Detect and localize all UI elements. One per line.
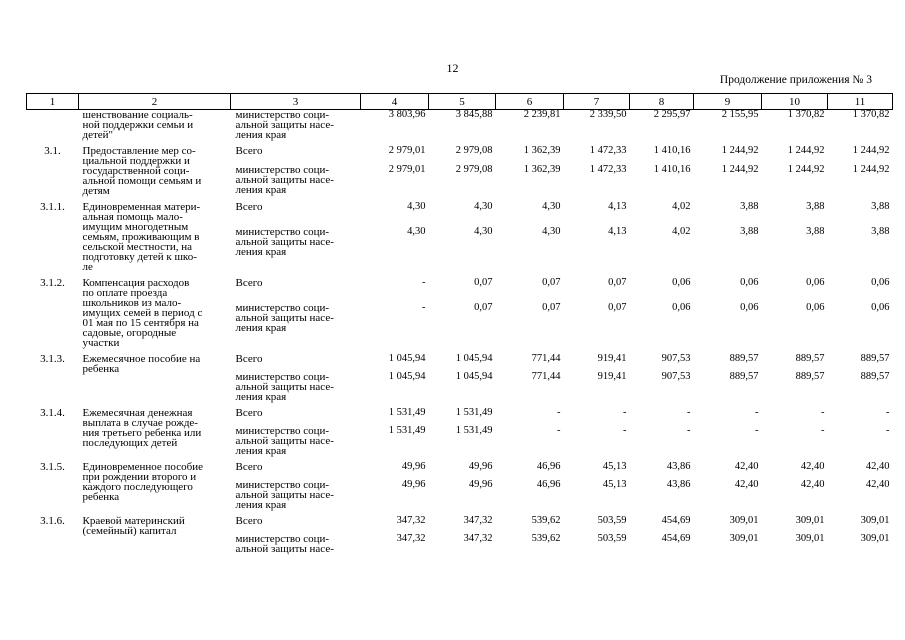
column-header-6: 6 <box>496 94 564 110</box>
amount-cell: 0,07 <box>542 277 561 288</box>
amount-cell: 0,06 <box>672 301 691 313</box>
amount-cell: 1 410,16 <box>653 163 691 175</box>
amount-cell: 347,32 <box>396 533 426 544</box>
amount-cell: - <box>755 425 759 436</box>
amount-cell: 4,30 <box>407 225 426 237</box>
amount-cell: 1 531,49 <box>388 407 426 418</box>
amount-cell: 1 244,92 <box>852 145 890 156</box>
amount-cell: 1 045,94 <box>388 371 426 382</box>
amount-cell: 1 244,92 <box>852 163 890 175</box>
amount-cell: - <box>821 407 825 418</box>
amount-cell: 503,59 <box>597 533 627 544</box>
amount-cell: - <box>886 425 890 436</box>
amount-cell: 3,88 <box>806 225 825 237</box>
amount-cell: 309,01 <box>729 533 759 544</box>
amount-cell: 4,30 <box>542 201 561 212</box>
measure-name: Краевой материнский (семейный) капитал <box>82 515 185 537</box>
amount-cell: 3,88 <box>871 201 890 212</box>
amount-cell: 1 370,82 <box>787 109 825 120</box>
amount-cell: 0,07 <box>608 277 627 288</box>
table-row <box>27 110 893 141</box>
responsible-executor: министерство соци- альной защиты насе- ления края <box>235 479 334 511</box>
responsible-executor: Всего <box>235 145 263 157</box>
column-header-10: 10 <box>762 94 828 110</box>
measure-name: Ежемесячная денежная выплата в случае рожде- ния третьего ребенка или последующих детей <box>82 407 202 449</box>
amount-cell: 49,96 <box>401 479 426 490</box>
table-row <box>27 196 893 219</box>
amount-cell: 1 244,92 <box>787 163 825 175</box>
amount-cell: 2 979,08 <box>455 145 493 156</box>
column-header-3: 3 <box>231 94 361 110</box>
amount-cell: 46,96 <box>536 461 561 472</box>
amount-cell: 2 155,95 <box>721 109 759 120</box>
column-header-8: 8 <box>630 94 694 110</box>
amount-cell: - <box>886 407 890 418</box>
row-number <box>27 110 79 141</box>
responsible-executor: Всего <box>235 407 263 419</box>
amount-cell: 0,06 <box>871 277 890 288</box>
amount-cell: 3 803,96 <box>388 109 426 120</box>
amount-cell: 4,30 <box>474 225 493 237</box>
row-number: 3.1.2. <box>40 277 65 289</box>
amount-cell: 0,07 <box>542 301 561 313</box>
amount-cell: - <box>557 407 561 418</box>
amount-cell: 0,07 <box>608 301 627 313</box>
amount-cell: 889,57 <box>729 353 759 364</box>
row-number: 3.1.6. <box>40 515 65 527</box>
amount-cell: 42,40 <box>800 479 825 490</box>
amount-cell: 1 472,33 <box>589 145 627 156</box>
amount-cell: 1 362,39 <box>523 145 561 156</box>
amount-cell: 1 531,49 <box>388 425 426 436</box>
amount-cell: 347,32 <box>396 515 426 526</box>
amount-cell: 309,01 <box>795 533 825 544</box>
amount-cell: 889,57 <box>795 353 825 364</box>
amount-cell: 503,59 <box>597 515 627 526</box>
amount-cell: 771,44 <box>531 371 561 382</box>
amount-cell: 0,07 <box>474 301 493 313</box>
column-header-7: 7 <box>564 94 630 110</box>
amount-cell: - <box>687 425 691 436</box>
measure-name: Единовременная матери- альная помощь мало- имущим многодетным семьям, проживающим в сельской местности, на подготовку детей к шко- ле <box>82 201 201 273</box>
amount-cell: 539,62 <box>531 515 561 526</box>
amount-cell: 2 979,08 <box>455 163 493 175</box>
amount-cell: 4,02 <box>672 201 691 212</box>
amount-cell: 1 370,82 <box>852 109 890 120</box>
amount-cell: 4,30 <box>474 201 493 212</box>
amount-cell: 43,86 <box>666 461 691 472</box>
table-row <box>27 402 893 418</box>
row-number: 3.1.3. <box>40 353 65 365</box>
amount-cell: - <box>422 301 426 313</box>
amount-cell: 347,32 <box>463 533 493 544</box>
amount-cell: 3 845,88 <box>455 109 493 120</box>
amount-cell: 539,62 <box>531 533 561 544</box>
amount-cell: 309,01 <box>795 515 825 526</box>
amount-cell: 0,06 <box>740 301 759 313</box>
column-header-9: 9 <box>694 94 762 110</box>
amount-cell: 2 295,97 <box>653 109 691 120</box>
column-header-11: 11 <box>828 94 893 110</box>
amount-cell: 49,96 <box>401 461 426 472</box>
header-row <box>27 94 893 110</box>
column-header-4: 4 <box>361 94 429 110</box>
amount-cell: - <box>623 407 627 418</box>
responsible-executor: министерство соци- альной защиты насе- ления края <box>235 163 334 196</box>
amount-cell: 454,69 <box>661 533 691 544</box>
row-number: 3.1.4. <box>40 407 65 419</box>
amount-cell: 889,57 <box>795 371 825 382</box>
table-row <box>27 456 893 472</box>
row-number: 3.1.1. <box>40 201 65 213</box>
amount-cell: 4,13 <box>608 201 627 212</box>
amount-cell: 45,13 <box>602 461 627 472</box>
amount-cell: 49,96 <box>468 461 493 472</box>
measure-name: Компенсация расходов по оплате проезда школьников из мало- имущих семей в период с 01 мая по 15 сентября на садовые, огородные участки <box>82 277 203 349</box>
amount-cell: 3,88 <box>871 225 890 237</box>
amount-cell: 309,01 <box>860 533 890 544</box>
amount-cell: 907,53 <box>661 371 691 382</box>
amount-cell: 889,57 <box>860 353 890 364</box>
amount-cell: 1 362,39 <box>523 163 561 175</box>
responsible-executor: Всего <box>235 277 263 289</box>
amount-cell: 43,86 <box>666 479 691 490</box>
amount-cell: 1 531,49 <box>455 425 493 436</box>
amount-cell: - <box>821 425 825 436</box>
page-number: 12 <box>446 61 459 75</box>
amount-cell: - <box>557 425 561 436</box>
amount-cell: 309,01 <box>860 515 890 526</box>
amount-cell: 4,30 <box>407 201 426 212</box>
amount-cell: 0,06 <box>871 301 890 313</box>
amount-cell: - <box>687 407 691 418</box>
table-row <box>27 510 893 526</box>
amount-cell: 1 244,92 <box>787 145 825 156</box>
responsible-executor: Всего <box>235 353 263 365</box>
amount-cell: 2 979,01 <box>388 145 426 156</box>
amount-cell: - <box>422 277 426 288</box>
amount-cell: 1 045,94 <box>455 371 493 382</box>
table-body <box>27 110 893 555</box>
responsible-executor: Всего <box>235 515 263 527</box>
amount-cell: 889,57 <box>860 371 890 382</box>
amount-cell: 1 531,49 <box>455 407 493 418</box>
table-row <box>27 272 893 295</box>
amount-cell: 0,06 <box>740 277 759 288</box>
amount-cell: 42,40 <box>865 461 890 472</box>
amount-cell: 3,88 <box>740 225 759 237</box>
responsible-executor: министерство соци- альной защиты насе- <box>235 533 334 555</box>
amount-cell: 2 979,01 <box>388 163 426 175</box>
responsible-executor: министерство соци- альной защиты насе- ления края <box>235 225 334 258</box>
responsible-executor: министерство соци- альной защиты насе- ления края <box>235 301 334 334</box>
measure-name: Единовременное пособие при рождении второго и каждого последующего ребенка <box>82 461 203 503</box>
amount-cell: 49,96 <box>468 479 493 490</box>
amount-cell: 919,41 <box>597 371 627 382</box>
amount-cell: 1 472,33 <box>589 163 627 175</box>
amount-cell: 771,44 <box>531 353 561 364</box>
amount-cell: 309,01 <box>729 515 759 526</box>
amount-cell: 42,40 <box>734 479 759 490</box>
amount-cell: 4,13 <box>608 225 627 237</box>
table-row <box>27 140 893 157</box>
amount-cell: 4,30 <box>542 225 561 237</box>
amount-cell: 1 244,92 <box>721 145 759 156</box>
amount-cell: 42,40 <box>734 461 759 472</box>
responsible-executor: Всего <box>235 201 263 213</box>
row-number: 3.1.5. <box>40 461 65 473</box>
amount-cell: 0,06 <box>806 277 825 288</box>
amount-cell: 2 339,50 <box>589 109 627 120</box>
responsible-executor: Всего <box>235 461 263 473</box>
amount-cell: - <box>755 407 759 418</box>
amount-cell: 46,96 <box>536 479 561 490</box>
measure-name: шенствование социаль- ной поддержки семьи и детей" <box>82 109 194 141</box>
amount-cell: 919,41 <box>597 353 627 364</box>
amount-cell: 1 244,92 <box>721 163 759 175</box>
amount-cell: 0,07 <box>474 277 493 288</box>
table-row <box>27 348 893 364</box>
column-header-1: 1 <box>27 94 79 110</box>
table-header <box>27 94 893 110</box>
amount-cell: 1 410,16 <box>653 145 691 156</box>
column-header-5: 5 <box>429 94 496 110</box>
amount-cell: 45,13 <box>602 479 627 490</box>
amount-cell: 42,40 <box>800 461 825 472</box>
amount-cell: 0,06 <box>672 277 691 288</box>
responsible-executor: министерство соци- альной защиты насе- ления края <box>235 425 334 457</box>
amount-cell: 2 239,81 <box>523 109 561 120</box>
amount-cell: 3,88 <box>740 201 759 212</box>
responsible-executor: министерство соци- альной защиты насе- ления края <box>235 109 334 141</box>
amount-cell: 1 045,94 <box>455 353 493 364</box>
amount-cell: - <box>623 425 627 436</box>
amount-cell: 1 045,94 <box>388 353 426 364</box>
responsible-executor: министерство соци- альной защиты насе- ления края <box>235 371 334 403</box>
row-number: 3.1. <box>44 145 61 157</box>
amount-cell: 4,02 <box>672 225 691 237</box>
amount-cell: 42,40 <box>865 479 890 490</box>
measure-name: Предоставление мер со- циальной поддержки и государственной соци- альной помощи семьям и детям <box>82 145 202 197</box>
budget-table <box>26 93 893 554</box>
appendix-continuation-label: Продолжение приложения № 3 <box>719 74 872 86</box>
measure-name: Ежемесячное пособие на ребенка <box>82 353 201 375</box>
amount-cell: 347,32 <box>463 515 493 526</box>
amount-cell: 3,88 <box>806 201 825 212</box>
amount-cell: 889,57 <box>729 371 759 382</box>
amount-cell: 907,53 <box>661 353 691 364</box>
amount-cell: 454,69 <box>661 515 691 526</box>
column-header-2: 2 <box>79 94 231 110</box>
amount-cell: 0,06 <box>806 301 825 313</box>
